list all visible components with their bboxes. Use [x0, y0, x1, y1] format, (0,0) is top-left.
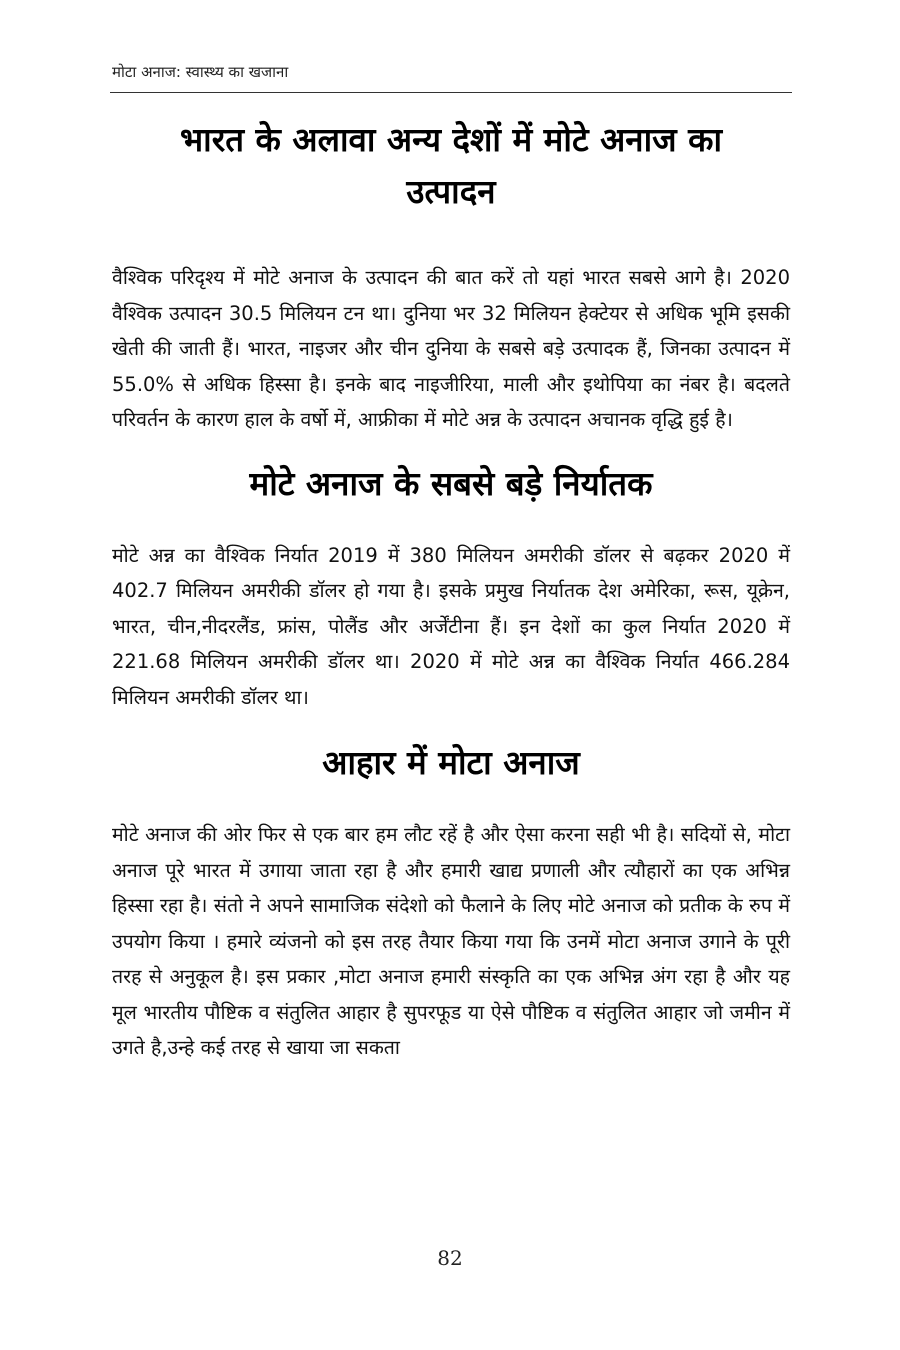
paragraph-exporters: मोटे अन्न का वैश्विक निर्यात 2019 में 380 मिलियन अमरीकी डॉलर से बढ़कर 2020 में 402.7 मिलियन अमरीकी डॉलर हो गया है। इसके प्रमुख निर्यातक देश अमेरिका, रूस, यूक्रेन, भारत, चीन,नीदरलैंड, फ्रांस, पोलैंड और अर्जेंटीना हैं। इन देशों का कुल निर्यात 2020 में 221.68 मिलियन अमरीकी डॉलर था। 2020 में मोटे अन्न का वैश्विक निर्यात 466.284 मिलियन अमरीकी डॉलर था।: [112, 543, 790, 709]
chapter-title: भारत के अलावा अन्य देशों में मोटे अनाज का उत्पादन: [179, 120, 723, 211]
page-number: 82: [437, 1246, 463, 1270]
section-heading-diet: आहार में मोटा अनाज: [322, 743, 580, 782]
paragraph-production: वैश्विक परिदृश्य में मोटे अनाज के उत्पादन की बात करें तो यहां भारत सबसे आगे है। 2020 वैश्विक उत्पादन 30.5 मिलियन टन था। दुनिया भर 32 मिलियन हेक्टेयर से अधिक भूमि इसकी खेती की जाती हैं। भारत, नाइजर और चीन दुनिया के सबसे बड़े उत्पादक हैं, जिनका उत्पादन में 55.0% से अधिक हिस्सा है। इनके बाद नाइजीरिया, माली और इथोपिया का नंबर है। बदलते परिवर्तन के कारण हाल के वर्षो में, आफ्रीका में मोटे अन्न के उत्पादन अचानक वृद्धि हुई है।: [112, 266, 790, 431]
section-heading-exporters: मोटे अनाज के सबसे बड़े निर्यातक: [249, 463, 653, 503]
paragraph-diet: मोटे अनाज की ओर फिर से एक बार हम लौट रहें है और ऐसा करना सही भी है। सदियों से, मोटा अनाज पूरे भारत में उगाया जाता रहा है और हमारी खाद्य प्रणाली और त्यौहारों का एक अभिन्न हिस्सा रहा है। संतो ने अपने सामाजिक संदेशो को फैलाने के लिए मोटे अनाज को प्रतीक के रुप में उपयोग किया । हमारे व्यंजनो को इस तरह तैयार किया गया कि उनमें मोटा अनाज उगाने के पूरी तरह से अनुकूल है। इस प्रकार ,मोटा अनाज हमारी संस्कृति का एक अभिन्न अंग रहा है और यह मूल भारतीय पौष्टिक व संतुलित आहार है सुपरफूड या ऐसे पौष्टिक व संतुलित आहार जो जमीन में उगते है,उन्हे कई तरह से खाया जा सकता: [112, 823, 790, 1059]
running-header: मोटा अनाज: स्वास्थ्य का खजाना: [112, 63, 289, 81]
header-divider: [110, 92, 792, 93]
page-content: [112, 110, 790, 1066]
